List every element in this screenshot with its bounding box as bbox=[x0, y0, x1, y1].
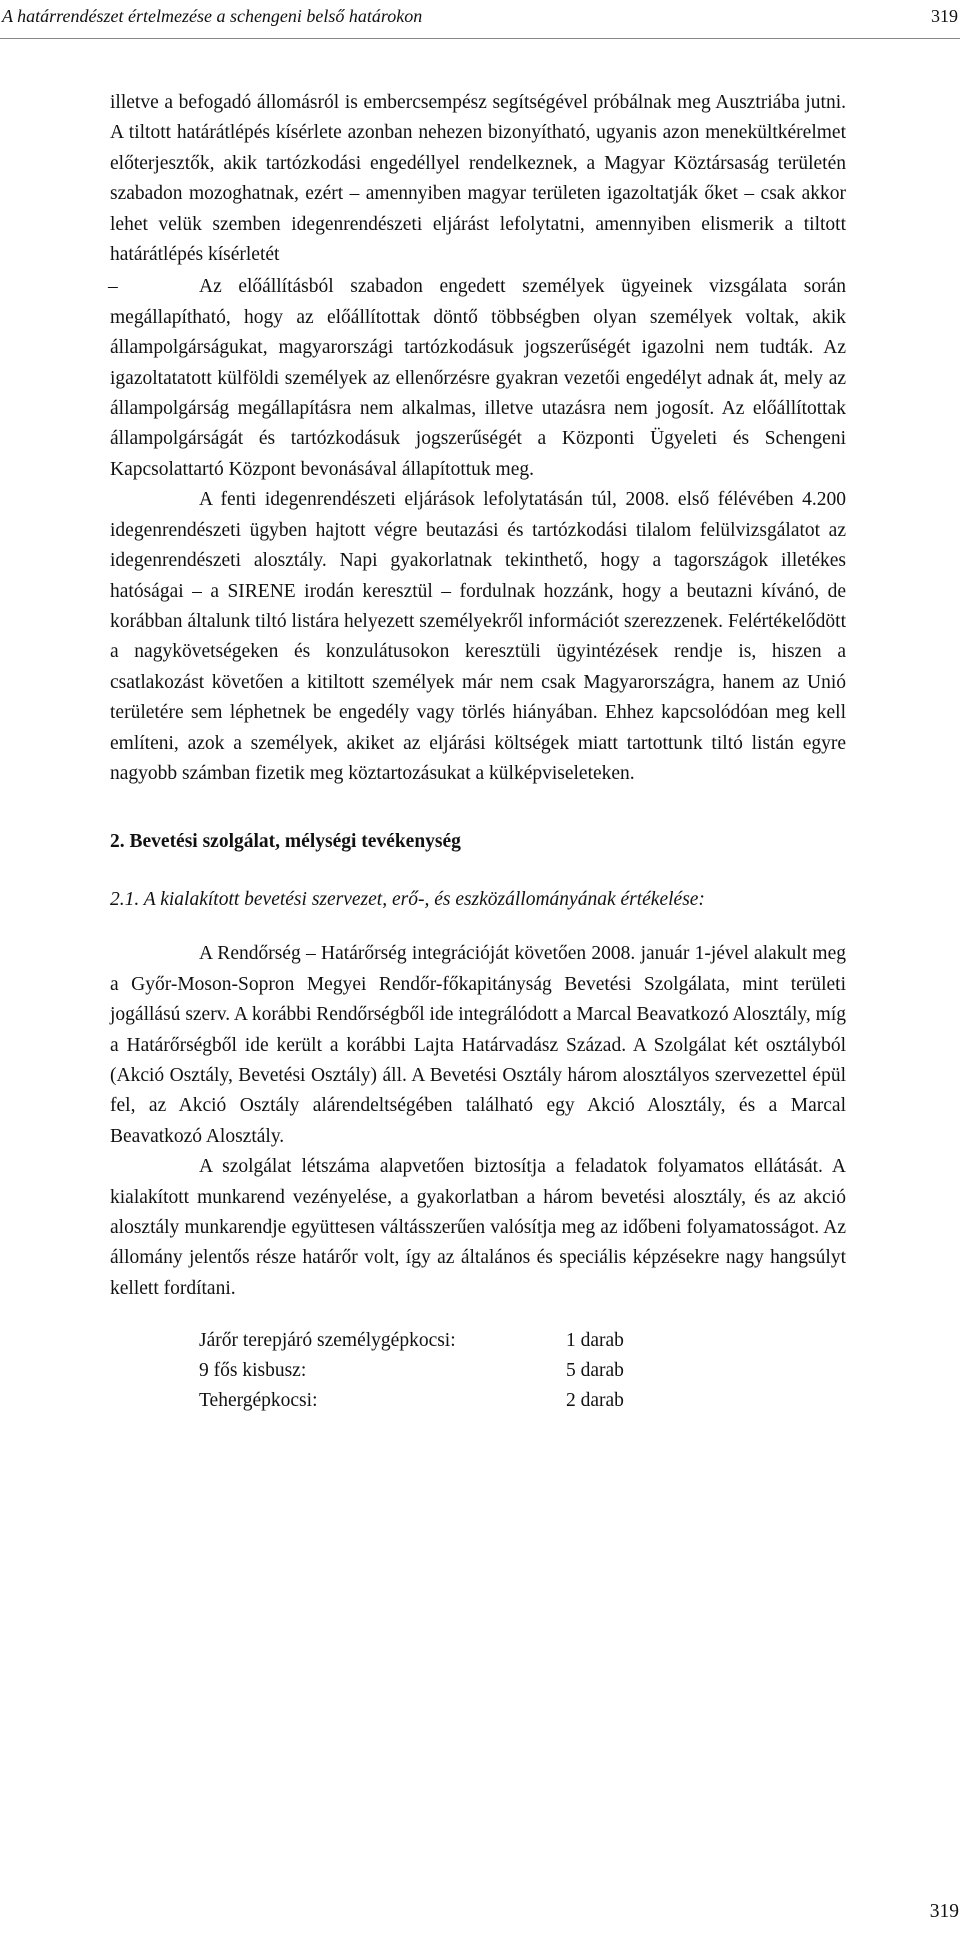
paragraph-continuation: illetve a befogadó állomásról is embercsempész segítségével próbálnak meg Ausztriába jutni. A tiltott határátlépés kísérlete azonban nehezen bizonyítható, ugyanis azon menekültkérelmet előterjesztők, akik tartózkodási engedéllyel rendelkeznek, a Magyar Köztársaság területén szabadon mozoghatnak, ezért – amennyiben magyar területen igazoltatják őket – csak akkor lehet velük szemben idegenrendészeti eljárást lefolytatni, amennyiben elismerik a tiltott határátlépés kísérletét bbox=[110, 92, 846, 266]
dash-list-item bbox=[110, 272, 846, 485]
footer-page-number: 319 bbox=[929, 1901, 959, 1922]
subsection-heading: 2.1. A kialakított bevetési szervezet, erő-, és eszközállományának értékelése: bbox=[110, 889, 705, 911]
vehicle-count: 1 darab bbox=[566, 1330, 624, 1352]
running-header-page-number: 319 bbox=[931, 6, 958, 26]
vehicle-name: 9 fős kisbusz: bbox=[199, 1360, 307, 1382]
running-header-title: A határrendészet értelmezése a schengeni belső határokon bbox=[2, 6, 423, 26]
vehicle-table bbox=[199, 1326, 624, 1416]
paragraph-bevetesi-szolgalat: A Rendőrség – Határőrség integrációját követően 2008. január 1-jével alakult meg a Győr-Moson-Sopron Megyei Rendőr-főkapitányság Bevetési Szolgálata, mint területi jogállású szerv. A korábbi Rendőrségből ide integrálódott a Marcal Beavatkozó Alosztály, míg a Határőrségből ide került a korábbi Lajta Határvadász Század. A Szolgálat két osztályból (Akció Osztály, Bevetési Osztály) áll. A Bevetési Osztály három alosztályos szervezettel épül fel, az Akció Osztály alárendeltségében található egy Akció Alosztály, és a Marcal Beavatkozó Alosztály. bbox=[110, 943, 846, 1147]
paragraph-letszam: A szolgálat létszáma alapvetően biztosítja a feladatok folyamatos ellátását. A kialakított munkarend vezényelése, a gyakorlatban a három bevetési alosztály, és az akció alosztály munkarendje együttesen váltásszerűen valósítja meg az időbeni folyamatosságot. Az állomány jelentős része határőr volt, így az általános és speciális képzésekre nagy hangsúlyt kellett fordítani. bbox=[110, 1156, 846, 1299]
vehicle-row bbox=[199, 1386, 624, 1416]
vehicle-row bbox=[199, 1356, 624, 1386]
vehicle-name: Járőr terepjáró személygépkocsi: bbox=[199, 1330, 456, 1352]
dash-bullet: – bbox=[108, 276, 118, 298]
vehicle-name: Tehergépkocsi: bbox=[199, 1390, 318, 1412]
vehicle-row bbox=[199, 1326, 624, 1356]
vehicle-count: 2 darab bbox=[566, 1390, 624, 1412]
vehicle-count: 5 darab bbox=[566, 1360, 624, 1382]
paragraph-dash-item bbox=[110, 272, 846, 485]
section-heading: 2. Bevetési szolgálat, mélységi tevékenység bbox=[110, 831, 461, 853]
page-body bbox=[110, 88, 846, 1416]
paragraph-dash-text: Az előállításból szabadon engedett személyek ügyeinek vizsgálata során megállapítható, hogy az előállítottak döntő többségben olyan személyek voltak, akik állampolgárságukat, magyarországi tartózkodásuk jogszerűségét igazolni nem tudták. Az igazoltatatott külföldi személyek az ellenőrzésre gyakran vezetői engedélyt adnak át, mely az állampolgárság megállapításra nem alkalmas, illetve utazásra nem jogosít. Az előállítottak állampolgárságát és tartózkodásuk jogszerűségét a Központi Ügyeleti és Schengeni Kapcsolattartó Központ bevonásával állapítottuk meg. bbox=[110, 276, 846, 480]
paragraph-idegenrendeszeti: A fenti idegenrendészeti eljárások lefolytatásán túl, 2008. első félévében 4.200 idegenrendészeti ügyben hajtott végre beutazási és tartózkodási tilalom felülvizsgálatot az idegenrendészeti alosztály. Napi gyakorlatnak tekinthető, hogy a tagországok illetékes hatóságai – a SIRENE irodán keresztül – fordulnak hozzánk, hogy a beutazni kívánó, de korábban általunk tiltó listára helyezett személyekről információt szerezzenek. Felértékelődött a nagykövetségeken és konzulátusokon keresztüli ügyintézések rendje is, hiszen a csatlakozást követően a kitiltott személyek már nem csak Magyarországra, hanem az Unió területére sem léphetnek be engedély vagy törlés hiányában. Ehhez kapcsolódóan meg kell említeni, azok a személyek, akiket az eljárási költségek miatt tartottunk tiltó listán egyre nagyobb számban fizetik meg köztartozásukat a külképviseleteken. bbox=[110, 489, 846, 784]
running-header bbox=[0, 0, 960, 39]
